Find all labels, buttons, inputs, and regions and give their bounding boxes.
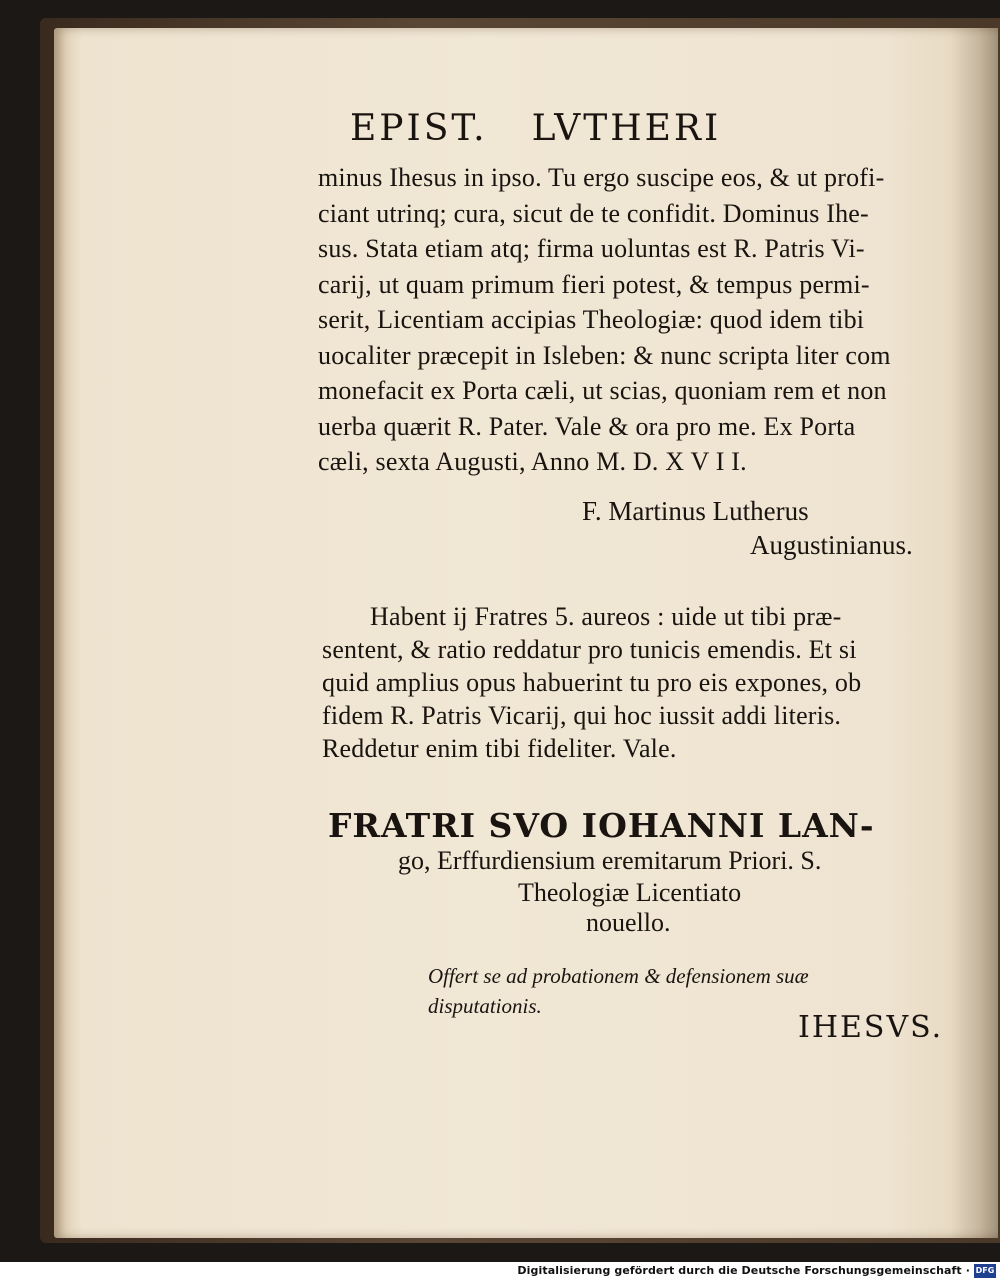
- body-line: serit, Licentiam accipias Theologiæ: quod idem tibi: [318, 305, 865, 334]
- signature-title: Augustinianus.: [750, 530, 913, 560]
- postscript: [322, 600, 942, 765]
- footer-credit: Digitalisierung gefördert durch die Deutsche Forschungsgemeinschaft ·: [517, 1264, 970, 1277]
- body-line: uocaliter præcepit in Isleben: & nunc scripta liter com: [318, 340, 891, 370]
- address-line: nouello.: [586, 908, 671, 937]
- body-line: monefacit ex Porta cæli, ut scias, quoniam rem et non: [318, 376, 887, 405]
- running-head: [350, 108, 890, 149]
- letter-body: [318, 160, 938, 480]
- address-line: Theologiæ Licentiato: [518, 878, 742, 907]
- postscript-line: sentent, & ratio reddatur pro tunicis emendis. Et si: [322, 635, 857, 664]
- body-line: ciant utrinq; cura, sicut de te confidit. Dominus Ihe-: [318, 198, 869, 228]
- invocation-heading: IHESVS.: [798, 1010, 944, 1045]
- footer-bar: [0, 1262, 1000, 1281]
- address-line: go, Erffurdiensium eremitarum Priori. S.: [398, 846, 822, 875]
- body-line: carij, ut quam primum fieri potest, & tempus permi-: [318, 269, 870, 299]
- body-line: sus. Stata etiam atq; firma uoluntas est R. Patris Vi-: [318, 234, 865, 263]
- page-gutter-shadow: [950, 28, 998, 1238]
- marginal-summary-cont: disputationis.: [428, 994, 542, 1018]
- postscript-line: quid amplius opus habuerint tu pro eis expones, ob: [322, 668, 862, 697]
- body-line: minus Ihesus in ipso. Tu ergo suscipe eos, & ut profi-: [318, 163, 885, 192]
- running-head-right: LVTHERI: [531, 108, 722, 149]
- running-head-left: EPIST.: [350, 108, 488, 149]
- marginal-summary: Offert se ad probationem & defensionem suæ: [428, 964, 809, 988]
- postscript-line: Habent ij Fratres 5. aureos : uide ut tibi præ-: [370, 602, 842, 631]
- body-line: uerba quærit R. Pater. Vale & ora pro me. Ex Porta: [318, 411, 856, 441]
- body-line: cæli, sexta Augusti, Anno M. D. X V I I.: [318, 447, 747, 476]
- postscript-line: fidem R. Patris Vicarij, qui hoc iussit addi literis.: [322, 701, 842, 730]
- postscript-line: Reddetur enim tibi fideliter. Vale.: [322, 734, 677, 763]
- signature-name: F. Martinus Lutherus: [582, 496, 809, 526]
- address-heading: FRATRI SVO IOHANNI LAN-: [328, 806, 875, 845]
- dfg-logo-icon: DFG: [974, 1264, 996, 1278]
